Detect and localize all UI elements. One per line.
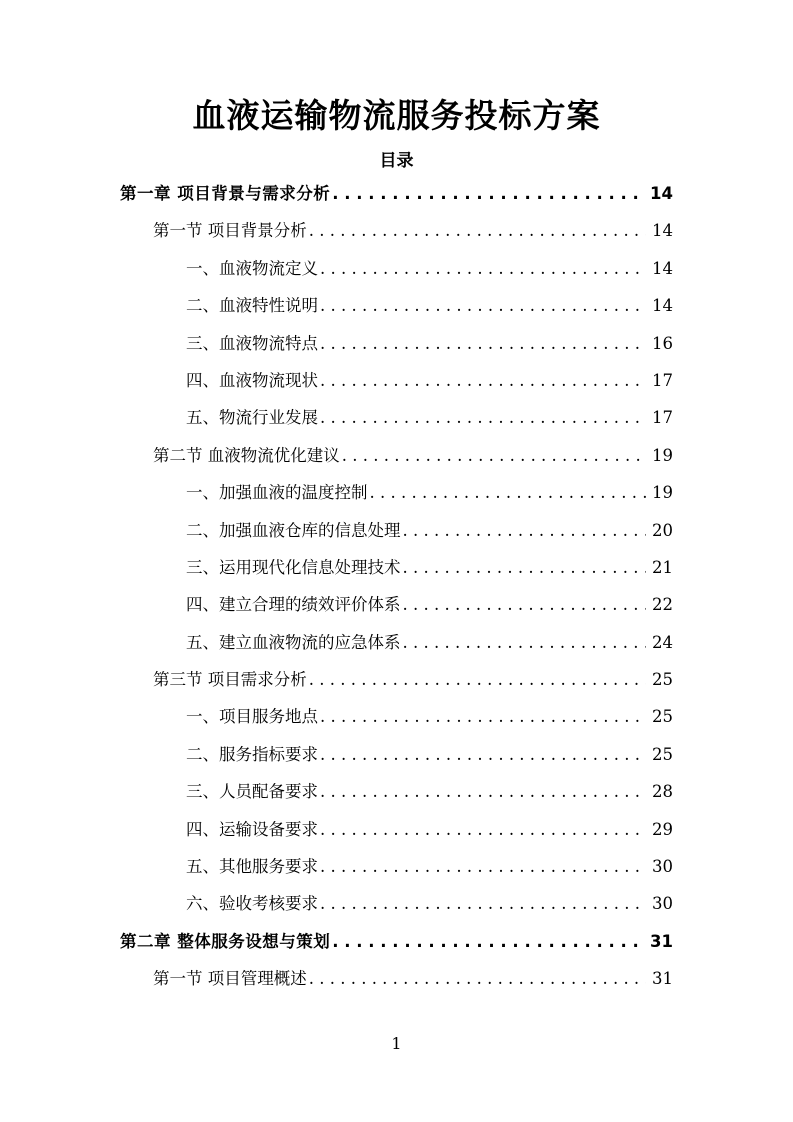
toc-entry-label: 二、血液特性说明 xyxy=(186,296,318,316)
toc-entry-level-2[interactable] xyxy=(120,960,673,997)
toc-entry-level-3[interactable] xyxy=(120,848,673,885)
toc-entry-label: 五、其他服务要求 xyxy=(186,857,318,877)
toc-entry-level-3[interactable] xyxy=(120,287,673,324)
toc-entry-page-number: 22 xyxy=(652,595,673,615)
toc-entry-level-1[interactable] xyxy=(120,175,673,212)
toc-dot-leader xyxy=(320,698,646,735)
toc-entry-page-number: 19 xyxy=(652,445,673,465)
table-of-contents xyxy=(120,175,673,998)
toc-entry-level-3[interactable] xyxy=(120,250,673,287)
toc-entry-label: 第二章 整体服务设想与策划 xyxy=(120,931,331,951)
page-number: 1 xyxy=(391,1034,402,1053)
toc-dot-leader xyxy=(320,325,646,362)
toc-entry-page-number: 25 xyxy=(652,707,673,727)
toc-entry-label: 四、血液物流现状 xyxy=(186,370,318,390)
toc-entry-label: 第一节 项目管理概述 xyxy=(153,969,307,989)
toc-entry-page-number: 24 xyxy=(652,632,673,652)
toc-dot-leader xyxy=(320,287,646,324)
toc-entry-label: 四、运输设备要求 xyxy=(186,819,318,839)
toc-dot-leader xyxy=(332,923,644,960)
toc-entry-page-number: 30 xyxy=(652,894,673,914)
toc-entry-label: 一、项目服务地点 xyxy=(186,707,318,727)
toc-entry-label: 二、加强血液仓库的信息处理 xyxy=(186,520,401,540)
document-title: 血液运输物流服务投标方案 xyxy=(192,96,601,135)
toc-entry-page-number: 31 xyxy=(652,969,673,989)
toc-entry-page-number: 20 xyxy=(652,520,673,540)
toc-dot-leader xyxy=(332,175,644,212)
toc-dot-leader xyxy=(403,549,647,586)
toc-dot-leader xyxy=(320,399,646,436)
toc-dot-leader xyxy=(320,885,646,922)
toc-entry-label: 六、验收考核要求 xyxy=(186,894,318,914)
toc-dot-leader xyxy=(403,586,647,623)
toc-entry-level-3[interactable] xyxy=(120,362,673,399)
toc-entry-label: 五、物流行业发展 xyxy=(186,408,318,428)
toc-entry-level-2[interactable] xyxy=(120,212,673,249)
toc-dot-leader xyxy=(309,960,646,997)
toc-entry-level-1[interactable] xyxy=(120,923,673,960)
toc-dot-leader xyxy=(320,811,646,848)
toc-dot-leader xyxy=(320,736,646,773)
toc-entry-level-3[interactable] xyxy=(120,624,673,661)
toc-dot-leader xyxy=(370,474,647,511)
toc-entry-page-number: 14 xyxy=(652,296,673,316)
toc-entry-page-number: 19 xyxy=(652,483,673,503)
toc-entry-label: 三、运用现代化信息处理技术 xyxy=(186,557,401,577)
toc-entry-label: 三、人员配备要求 xyxy=(186,782,318,802)
toc-entry-page-number: 14 xyxy=(650,184,673,203)
toc-entry-page-number: 16 xyxy=(652,333,673,353)
toc-entry-page-number: 31 xyxy=(650,931,673,951)
toc-entry-level-2[interactable] xyxy=(120,661,673,698)
toc-entry-label: 二、服务指标要求 xyxy=(186,744,318,764)
toc-dot-leader xyxy=(320,848,646,885)
toc-entry-page-number: 17 xyxy=(652,408,673,428)
toc-entry-level-3[interactable] xyxy=(120,736,673,773)
toc-entry-level-3[interactable] xyxy=(120,399,673,436)
toc-entry-label: 一、血液物流定义 xyxy=(186,258,318,278)
toc-dot-leader xyxy=(342,437,646,474)
toc-dot-leader xyxy=(403,512,647,549)
toc-entry-level-3[interactable] xyxy=(120,773,673,810)
toc-entry-label: 第一章 项目背景与需求分析 xyxy=(120,184,331,203)
toc-entry-label: 第二节 血液物流优化建议 xyxy=(153,445,340,465)
toc-entry-label: 第三节 项目需求分析 xyxy=(153,670,307,690)
toc-dot-leader xyxy=(320,250,646,287)
toc-entry-page-number: 21 xyxy=(652,557,673,577)
toc-dot-leader xyxy=(403,624,647,661)
toc-entry-label: 五、建立血液物流的应急体系 xyxy=(186,632,401,652)
toc-entry-label: 第一节 项目背景分析 xyxy=(153,221,307,241)
toc-entry-page-number: 14 xyxy=(652,221,673,241)
toc-entry-label: 一、加强血液的温度控制 xyxy=(186,483,368,503)
toc-entry-page-number: 28 xyxy=(652,782,673,802)
toc-entry-level-3[interactable] xyxy=(120,325,673,362)
toc-entry-level-3[interactable] xyxy=(120,885,673,922)
toc-entry-level-3[interactable] xyxy=(120,512,673,549)
toc-heading: 目录 xyxy=(379,151,414,171)
toc-entry-page-number: 25 xyxy=(652,744,673,764)
toc-dot-leader xyxy=(320,773,646,810)
toc-entry-label: 三、血液物流特点 xyxy=(186,333,318,353)
toc-entry-level-3[interactable] xyxy=(120,549,673,586)
toc-entry-level-3[interactable] xyxy=(120,586,673,623)
toc-entry-page-number: 30 xyxy=(652,857,673,877)
toc-entry-page-number: 14 xyxy=(652,258,673,278)
toc-entry-page-number: 17 xyxy=(652,370,673,390)
toc-entry-page-number: 25 xyxy=(652,670,673,690)
toc-dot-leader xyxy=(309,661,646,698)
toc-entry-level-2[interactable] xyxy=(120,437,673,474)
toc-entry-level-3[interactable] xyxy=(120,698,673,735)
toc-entry-level-3[interactable] xyxy=(120,474,673,511)
toc-dot-leader xyxy=(320,362,646,399)
toc-entry-page-number: 29 xyxy=(652,819,673,839)
toc-entry-level-3[interactable] xyxy=(120,811,673,848)
toc-entry-label: 四、建立合理的绩效评价体系 xyxy=(186,595,401,615)
toc-dot-leader xyxy=(309,212,646,249)
